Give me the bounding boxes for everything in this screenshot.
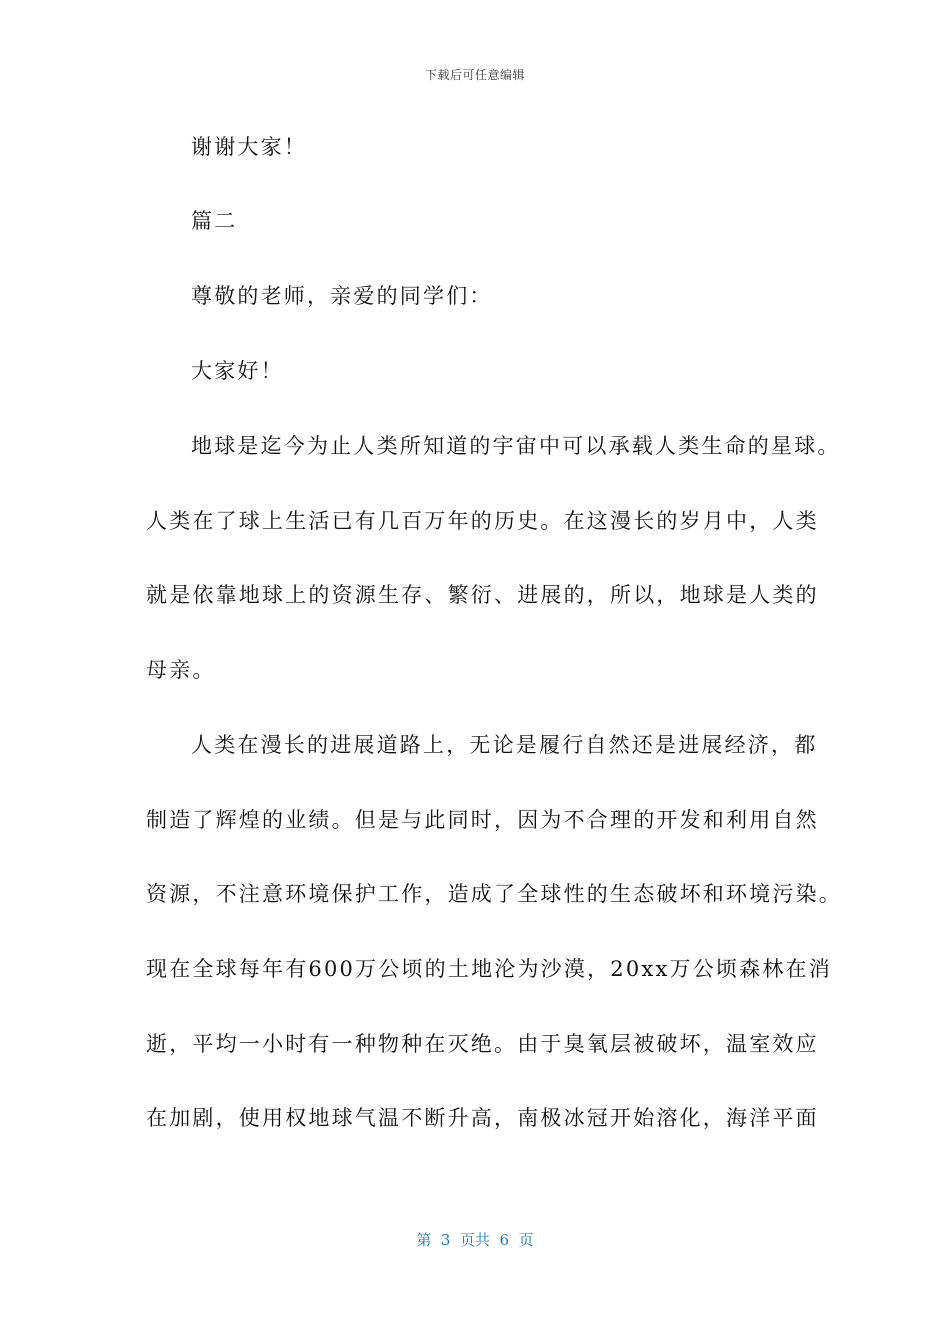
paragraph-line: 人类在了球上生活已有几百万年的历史。在这漫长的岁月中，人类: [146, 509, 819, 533]
paragraph-line: 在加剧，使用权地球气温不断升高，南极冰冠开始溶化，海洋平面: [146, 1106, 819, 1130]
paragraph-line: 尊敬的老师，亲爱的同学们：: [191, 284, 493, 308]
section-heading: 篇二: [191, 209, 238, 233]
paragraph-line: 大家好！: [191, 359, 284, 383]
paragraph-line: 人类在漫长的进展道路上，无论是履行自然还是进展经济，都: [191, 733, 818, 757]
page-header-note: 下载后可任意编辑: [424, 68, 525, 82]
paragraph-line: 制造了辉煌的业绩。但是与此同时，因为不合理的开发和利用自然: [146, 808, 819, 832]
paragraph-line: 地球是迄今为止人类所知道的宇宙中可以承载人类生命的星球。: [191, 434, 841, 458]
page-number-footer: 第 3 页共 6 页: [416, 1231, 534, 1249]
paragraph-line: 现在全球每年有600万公顷的土地沦为沙漠，20xx万公顷森林在消: [146, 957, 832, 981]
paragraph-line: 逝，平均一小时有一种物种在灭绝。由于臭氧层被破坏，温室效应: [146, 1032, 819, 1056]
paragraph-line: 就是依靠地球上的资源生存、繁衍、进展的，所以，地球是人类的: [146, 583, 819, 607]
paragraph-line: 谢谢大家！: [191, 135, 307, 159]
paragraph-line: 母亲。: [146, 658, 216, 682]
paragraph-line: 资源，不注意环境保护工作，造成了全球性的生态破坏和环境污染。: [146, 882, 842, 906]
